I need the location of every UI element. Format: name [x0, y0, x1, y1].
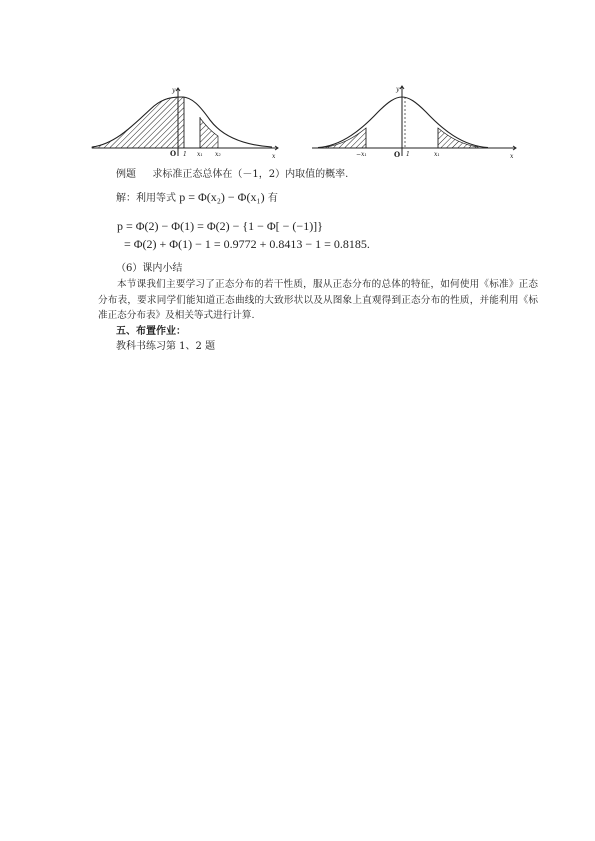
- homework-heading: 五、布置作业：: [116, 326, 186, 337]
- left-shaded-region-main: [92, 97, 184, 148]
- equation-line-2: = Φ(2) + Φ(1) − 1 = 0.9772 + 0.8413 − 1 = 0.8185.: [124, 237, 370, 251]
- left-tick-1: 1: [183, 151, 187, 158]
- right-tick-neg-x1: −x₁: [356, 151, 367, 158]
- example-line: [116, 168, 348, 182]
- left-tick-x2: x₂: [215, 151, 221, 158]
- solution-formula: p = Φ(x₂) − Φ(x₁): [179, 190, 265, 204]
- right-normal-curve: [318, 97, 488, 148]
- example-title: 例题: [116, 169, 136, 180]
- right-x-label: x: [510, 153, 514, 160]
- homework-body: 教科书练习第 1、2 题: [116, 341, 216, 352]
- right-tick-1: 1: [406, 151, 410, 158]
- right-origin-label: O: [394, 150, 401, 159]
- left-normal-curve-figure: [92, 86, 282, 162]
- left-x-label: x: [272, 153, 276, 160]
- solution-intro-line: [116, 190, 278, 206]
- left-shaded-region-x1-x2: [200, 118, 218, 148]
- solution-suffix: 有: [267, 193, 278, 204]
- solution-intro: 解：利用等式: [116, 193, 176, 204]
- summary-body: 本节课我们主要学习了正态分布的若干性质，服从正态分布的总体的特征，如何使用《标准》正态分布表，要求同学们能知道正态曲线的大致形状以及从图象上直观得到正态分布的性质，并能利用《标准正态分布表》及相关等式进行计算.: [98, 279, 538, 321]
- right-tick-x1: x₁: [434, 151, 440, 158]
- example-question: 求标准正态总体在（－1，2）内取值的概率.: [152, 169, 349, 180]
- summary-heading: （6）课内小结: [116, 263, 183, 274]
- right-normal-curve-figure: [312, 84, 520, 162]
- left-origin-label: O: [170, 149, 177, 158]
- right-y-label: y: [396, 86, 400, 93]
- left-y-label: y: [172, 87, 176, 94]
- equation-line-1: p = Φ(2) − Φ(1) = Φ(2) − {1 − Φ[ − (−1)]}: [117, 219, 323, 233]
- left-tick-x1: x₁: [197, 151, 203, 158]
